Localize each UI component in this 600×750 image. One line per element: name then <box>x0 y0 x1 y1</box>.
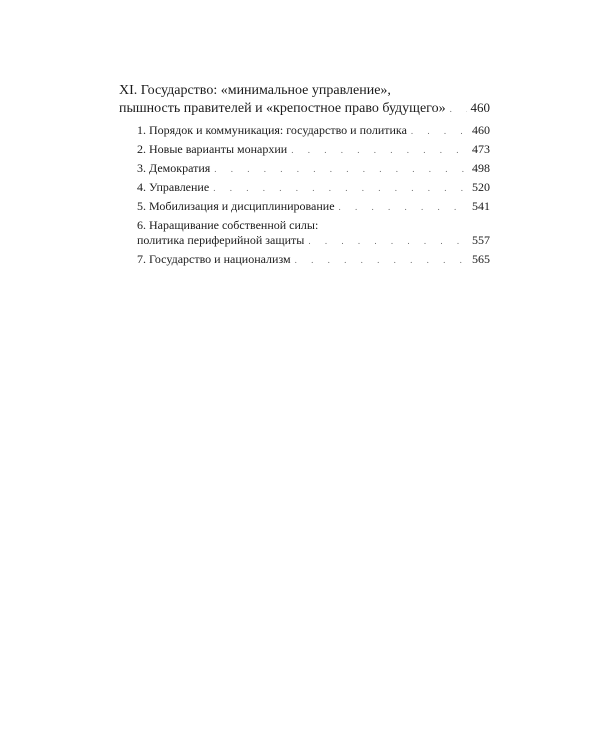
section-page-number: 498 <box>472 161 490 175</box>
section-entry[interactable] <box>137 142 490 158</box>
section-entry[interactable] <box>137 218 490 249</box>
section-page-number: 541 <box>472 199 490 213</box>
dot-leader <box>291 143 468 158</box>
section-title: 5. Мобилизация и дисциплинирование <box>137 199 335 213</box>
dot-leader <box>450 101 467 118</box>
section-entry[interactable] <box>137 161 490 177</box>
chapter-title-line-2: пышность правителей и «крепостное право будущего» <box>119 101 446 116</box>
section-page-number: 557 <box>472 233 490 247</box>
section-entry[interactable] <box>137 180 490 196</box>
dot-leader <box>339 200 468 215</box>
section-row <box>137 161 490 177</box>
section-row <box>137 142 490 158</box>
section-row <box>137 233 490 249</box>
section-title: 2. Новые варианты монархии <box>137 142 288 156</box>
table-of-contents <box>119 82 490 271</box>
dot-leader <box>213 181 468 196</box>
section-entry[interactable] <box>137 252 490 268</box>
section-title-line-2: политика периферийной защиты <box>137 233 305 247</box>
dot-leader <box>411 124 468 139</box>
section-page-number: 565 <box>472 252 490 266</box>
section-row <box>137 199 490 215</box>
section-page-number: 460 <box>472 123 490 137</box>
section-page-number: 473 <box>472 142 490 156</box>
dot-leader <box>308 234 468 249</box>
section-entry[interactable] <box>137 123 490 139</box>
section-row <box>137 252 490 268</box>
chapter-page-number: 460 <box>470 100 490 115</box>
section-page-number: 520 <box>472 180 490 194</box>
section-title-line-1: 6. Наращивание собственной силы: <box>137 218 319 232</box>
dot-leader <box>295 253 468 268</box>
section-row <box>137 123 490 139</box>
section-title: 4. Управление <box>137 180 210 194</box>
section-title: 3. Демократия <box>137 161 211 175</box>
section-entry[interactable] <box>137 199 490 215</box>
chapter-entry[interactable] <box>119 82 490 118</box>
section-title: 1. Порядок и коммуникация: государство и политика <box>137 123 407 137</box>
chapter-title-row <box>119 99 490 118</box>
section-title: 7. Государство и национализм <box>137 252 291 266</box>
dot-leader <box>214 162 468 177</box>
section-list <box>119 123 490 268</box>
chapter-title-line-1: XI. Государство: «минимальное управление», <box>119 83 391 98</box>
section-row <box>137 180 490 196</box>
